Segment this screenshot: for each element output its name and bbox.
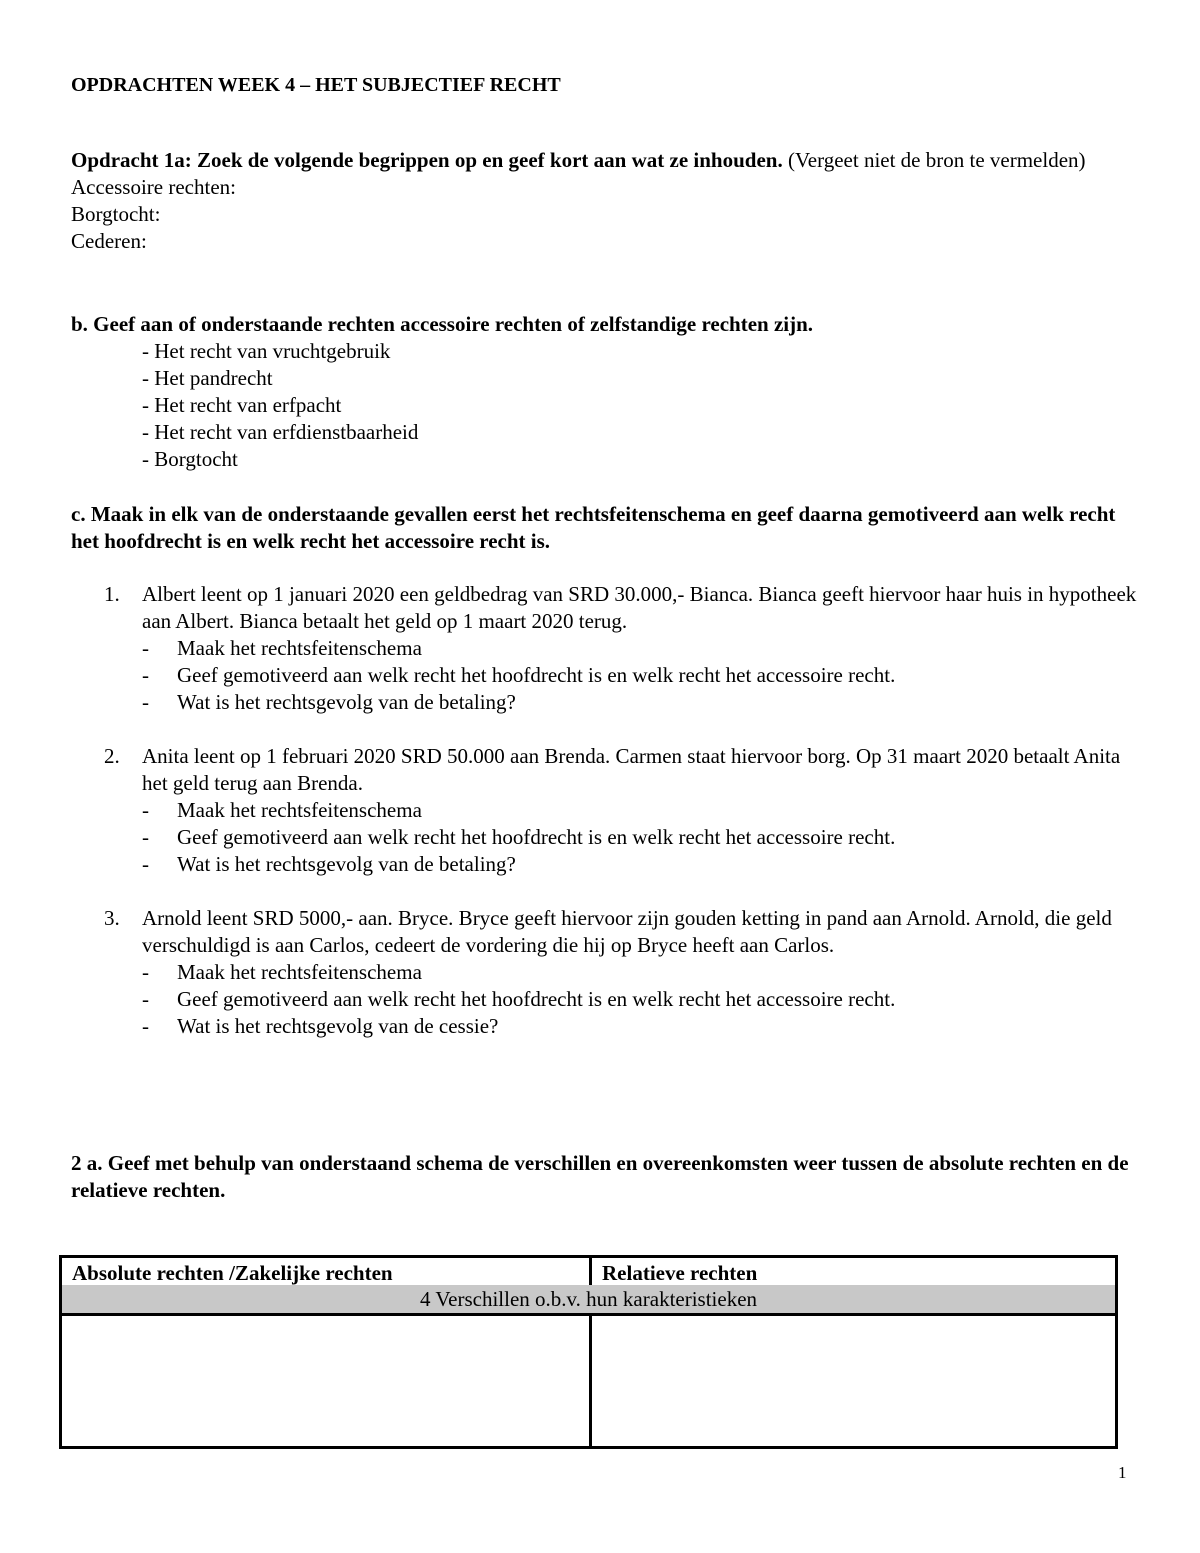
task-item — [142, 689, 1141, 716]
table-header-relative: Relatieve rechten — [602, 1261, 758, 1285]
task-item — [142, 797, 1141, 824]
task-item — [142, 986, 1141, 1013]
list-item: - Het pandrecht — [142, 366, 273, 390]
task-item — [142, 851, 1141, 878]
list-item: - Het recht van vruchtgebruik — [142, 339, 391, 363]
case-number: 1. — [104, 582, 120, 606]
dash-bullet: - — [142, 987, 149, 1011]
term-accessoire-rechten: Accessoire rechten: — [71, 175, 236, 199]
task-text: Maak het rechtsfeitenschema — [177, 798, 422, 822]
task-text: Maak het rechtsfeitenschema — [177, 636, 422, 660]
question-1a-heading: Opdracht 1a: Zoek de volgende begrippen op en geef kort aan wat ze inhouden. — [71, 148, 783, 172]
case-text: Anita leent op 1 februari 2020 SRD 50.000 aan Brenda. Carmen staat hiervoor borg. Op 31 maart 2020 betaalt Anita het geld terug aan Brenda. — [142, 744, 1121, 795]
dash-bullet: - — [142, 825, 149, 849]
term-borgtocht: Borgtocht: — [71, 202, 161, 226]
table-cell-relative[interactable] — [592, 1316, 1115, 1446]
case-number: 3. — [104, 906, 120, 930]
case-1 — [71, 581, 1141, 716]
page-number: 1 — [1118, 1463, 1127, 1482]
case-text: Albert leent op 1 januari 2020 een geldbedrag van SRD 30.000,- Bianca. Bianca geeft hiervoor haar huis in hypotheek aan Albert. Bianca betaalt het geld op 1 maart 2020 terug. — [142, 582, 1137, 633]
question-1a — [71, 147, 1141, 255]
table-cell-absolute[interactable] — [62, 1316, 589, 1446]
list-item: - Het recht van erfdienstbaarheid — [142, 420, 419, 444]
task-item — [142, 1013, 1141, 1040]
document-title: OPDRACHTEN WEEK 4 – HET SUBJECTIEF RECHT — [71, 74, 561, 96]
question-1c-heading: c. Maak in elk van de onderstaande gevallen eerst het rechtsfeitenschema en geef daarna gemotiveerd aan welk recht het hoofdrecht is en welk recht het accessoire recht is. — [71, 502, 1116, 553]
dash-bullet: - — [142, 798, 149, 822]
task-text: Geef gemotiveerd aan welk recht het hoofdrecht is en welk recht het accessoire recht. — [177, 663, 896, 687]
column-divider — [589, 1258, 592, 1285]
task-list — [142, 635, 1141, 716]
task-item — [142, 959, 1141, 986]
task-item — [142, 635, 1141, 662]
case-3 — [71, 905, 1141, 1040]
question-1a-note: (Vergeet niet de bron te vermelden) — [782, 148, 1086, 172]
dash-bullet: - — [142, 636, 149, 660]
rights-list — [71, 338, 1141, 473]
dash-bullet: - — [142, 690, 149, 714]
task-text: Wat is het rechtsgevolg van de betaling? — [177, 690, 516, 714]
question-1b-heading: b. Geef aan of onderstaande rechten accessoire rechten of zelfstandige rechten zijn. — [71, 312, 814, 336]
task-item — [142, 824, 1141, 851]
dash-bullet: - — [142, 960, 149, 984]
task-list — [142, 959, 1141, 1040]
case-number: 2. — [104, 744, 120, 768]
question-2a-heading: 2 a. Geef met behulp van onderstaand schema de verschillen en overeenkomsten weer tussen de absolute rechten en de relatieve rechten. — [71, 1151, 1129, 1202]
dash-bullet: - — [142, 852, 149, 876]
list-item: - Borgtocht — [142, 447, 238, 471]
case-list — [71, 581, 1141, 1067]
dash-bullet: - — [142, 663, 149, 687]
task-text: Maak het rechtsfeitenschema — [177, 960, 422, 984]
dash-bullet: - — [142, 1014, 149, 1038]
case-2 — [71, 743, 1141, 878]
task-text: Wat is het rechtsgevolg van de cessie? — [177, 1014, 499, 1038]
task-list — [142, 797, 1141, 878]
term-cederen: Cederen: — [71, 229, 147, 253]
task-text: Wat is het rechtsgevolg van de betaling? — [177, 852, 516, 876]
table-shaded-row: 4 Verschillen o.b.v. hun karakteristieken — [62, 1285, 1115, 1316]
task-text: Geef gemotiveerd aan welk recht het hoofdrecht is en welk recht het accessoire recht. — [177, 987, 896, 1011]
task-item — [142, 662, 1141, 689]
task-text: Geef gemotiveerd aan welk recht het hoofdrecht is en welk recht het accessoire recht. — [177, 825, 896, 849]
question-1b — [71, 311, 1141, 473]
list-item: - Het recht van erfpacht — [142, 393, 342, 417]
table-header-absolute: Absolute rechten /Zakelijke rechten — [72, 1261, 393, 1285]
case-text: Arnold leent SRD 5000,- aan. Bryce. Bryce geeft hiervoor zijn gouden ketting in pand aan Arnold. Arnold, die geld verschuldigd is aan Carlos, cedeert de vordering die hij op Bryce heeft aan Carlos. — [142, 906, 1112, 957]
comparison-table — [59, 1255, 1118, 1449]
